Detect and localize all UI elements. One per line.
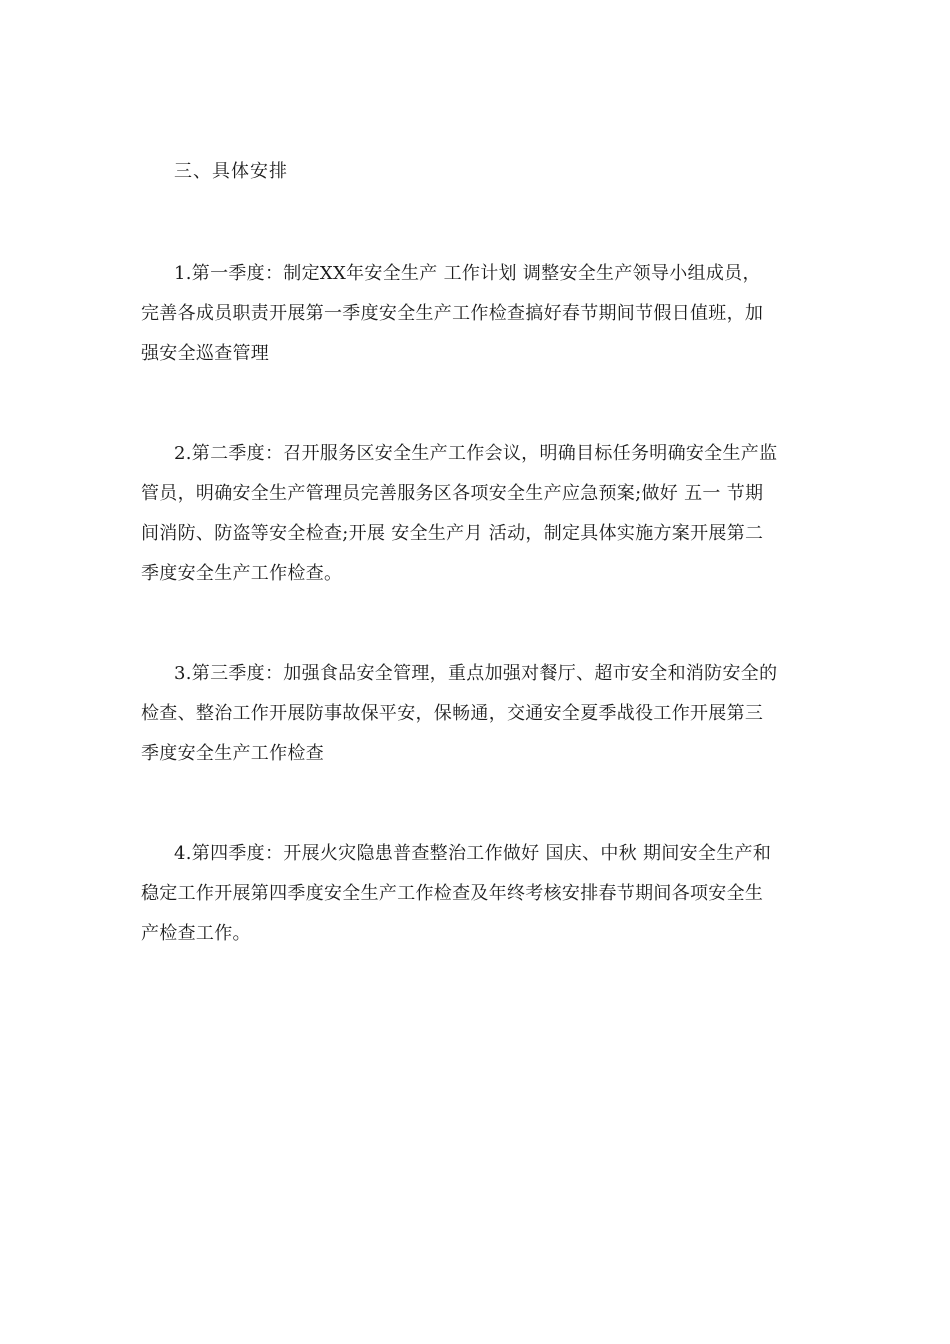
paragraph-q2 xyxy=(141,434,821,594)
paragraph-line: 产检查工作。 xyxy=(141,923,251,944)
paragraph-line: 稳定工作开展第四季度安全生产工作检查及年终考核安排春节期间各项安全生 xyxy=(141,883,764,904)
section-heading: 三、具体安排 xyxy=(174,161,288,182)
paragraph-line: 3.第三季度：加强食品安全管理，重点加强对餐厅、超市安全和消防安全的 xyxy=(174,663,778,684)
paragraph-line: 季度安全生产工作检查。 xyxy=(141,563,343,584)
paragraph-line: 季度安全生产工作检查 xyxy=(141,743,324,764)
paragraph-line: 管员，明确安全生产管理员完善服务区各项安全生产应急预案;做好 五一 节期 xyxy=(141,483,764,504)
paragraph-line: 检查、整治工作开展防事故保平安，保畅通，交通安全夏季战役工作开展第三 xyxy=(141,703,764,724)
paragraph-line: 2.第二季度：召开服务区安全生产工作会议，明确目标任务明确安全生产监 xyxy=(174,443,778,464)
paragraph-line: 强安全巡查管理 xyxy=(141,343,270,364)
paragraph-line: 间消防、防盗等安全检查;开展 安全生产月 活动，制定具体实施方案开展第二 xyxy=(141,523,764,544)
paragraph-line: 1.第一季度：制定XX年安全生产 工作计划 调整安全生产领导小组成员， xyxy=(174,263,761,284)
paragraph-line: 4.第四季度：开展火灾隐患普查整治工作做好 国庆、中秋 期间安全生产和 xyxy=(174,843,772,864)
paragraph-q4 xyxy=(141,834,821,954)
paragraph-q1 xyxy=(141,254,821,374)
paragraph-q3 xyxy=(141,654,821,774)
paragraph-line: 完善各成员职责开展第一季度安全生产工作检查搞好春节期间节假日值班，加 xyxy=(141,303,764,324)
